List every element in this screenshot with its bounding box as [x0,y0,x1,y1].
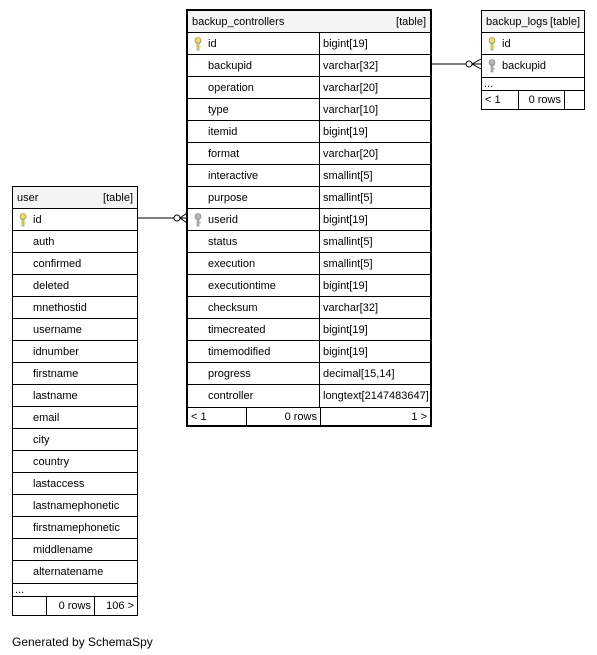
column-name-cell [188,33,319,54]
column-row[interactable] [482,55,584,77]
parents-count[interactable]: < 1 [485,94,501,106]
column-name: status [208,235,238,248]
children-count [564,91,584,109]
column-type: decimal[15,14] [319,363,430,384]
column-row[interactable] [13,231,137,253]
column-name-cell [188,363,319,384]
column-name-cell [13,407,137,428]
column-row[interactable] [188,231,430,253]
column-row[interactable] [188,121,430,143]
column-name: lastname [33,389,78,402]
row-count: 0 rows [518,91,564,109]
column-name-cell [13,319,137,340]
column-type: varchar[20] [319,143,430,164]
column-name: deleted [33,279,70,292]
column-row[interactable] [188,99,430,121]
column-name-cell [188,385,319,407]
column-name: id [208,37,217,50]
primary-key-icon [194,37,202,51]
parents-count[interactable]: < 1 [191,410,207,423]
column-name-cell [188,209,319,230]
primary-key-icon [488,37,496,51]
column-row[interactable] [188,77,430,99]
column-type: varchar[32] [319,55,430,76]
column-name: format [208,147,240,160]
column-name-cell [188,253,319,274]
column-row[interactable] [188,209,430,231]
column-row[interactable] [13,319,137,341]
column-name-cell [13,341,137,362]
column-type: bigint[19] [319,341,430,362]
column-name-cell [482,55,584,77]
column-row[interactable] [188,33,430,55]
column-row[interactable] [482,33,584,55]
column-row[interactable] [13,495,137,517]
column-name-cell [13,429,137,450]
column-name: backupid [502,60,547,72]
column-name: executiontime [208,279,276,292]
column-row[interactable] [13,451,137,473]
column-row[interactable] [188,319,430,341]
column-name: purpose [208,191,248,204]
parents-count [13,597,46,615]
column-name: city [33,433,50,446]
column-row[interactable] [188,297,430,319]
column-name-cell [13,253,137,274]
table-footer [482,91,584,109]
column-row[interactable] [188,55,430,77]
column-type: bigint[19] [319,33,430,54]
column-name-cell [188,341,319,362]
column-row[interactable] [13,539,137,561]
column-row[interactable] [13,561,137,583]
column-type: varchar[20] [319,77,430,98]
column-row[interactable] [13,297,137,319]
column-name: type [208,103,229,116]
column-name-cell [13,561,137,583]
column-name-cell [188,165,319,186]
table-backup-controllers[interactable] [186,9,432,427]
column-name: timemodified [208,345,271,358]
column-type: bigint[19] [319,275,430,296]
column-name: operation [208,81,254,94]
children-count[interactable]: 1 > [320,408,430,425]
column-name: alternatename [33,566,104,578]
column-row[interactable] [188,363,430,385]
column-type: smallint[5] [319,187,430,208]
table-footer [188,407,430,425]
column-list [188,33,430,407]
table-kind: [table] [396,15,426,28]
more-columns: ... [482,77,584,91]
column-type: smallint[5] [319,231,430,252]
column-name: auth [33,235,55,248]
column-name: interactive [208,169,259,182]
column-list [482,33,584,77]
column-row[interactable] [13,209,137,231]
column-name: itemid [208,125,238,138]
table-header [482,11,584,33]
column-row[interactable] [13,407,137,429]
column-name: username [33,323,82,336]
column-row[interactable] [13,275,137,297]
column-name-cell [13,539,137,560]
column-name-cell [13,451,137,472]
table-name: backup_controllers [192,15,285,28]
column-type: smallint[5] [319,253,430,274]
column-name-cell [188,187,319,208]
column-name-cell [188,275,319,296]
column-name-cell [13,473,137,494]
column-name: checksum [208,301,258,314]
column-type: smallint[5] [319,165,430,186]
column-name-cell [13,495,137,516]
table-kind: [table] [550,15,580,28]
children-count[interactable]: 106 > [94,597,137,615]
row-count: 0 rows [246,408,320,425]
column-name: idnumber [33,345,79,358]
foreign-key-icon [194,213,202,227]
column-row[interactable] [188,275,430,297]
row-count: 0 rows [46,597,94,615]
column-row[interactable] [13,341,137,363]
table-name: user [17,191,39,204]
column-row[interactable] [188,143,430,165]
column-name: lastaccess [33,477,85,490]
column-name: execution [208,257,256,270]
column-row[interactable] [188,253,430,275]
relationship-user-backup-controllers [137,213,187,223]
column-name-cell [13,231,137,252]
column-name: confirmed [33,257,82,270]
column-name-cell [188,99,319,120]
column-name-cell [188,143,319,164]
column-row[interactable] [13,429,137,451]
table-user[interactable] [12,186,138,616]
column-name: mnethostid [33,301,87,314]
column-row[interactable] [188,385,430,407]
column-name-cell [188,55,319,76]
table-footer [13,597,137,615]
table-kind: [table] [103,191,133,204]
column-name-cell [188,231,319,252]
column-row[interactable] [13,363,137,385]
foreign-key-icon [488,59,496,73]
generated-by-label: Generated by SchemaSpy [12,635,153,649]
column-type: bigint[19] [319,121,430,142]
column-row[interactable] [13,473,137,495]
column-name: firstnamephonetic [33,521,120,534]
column-row[interactable] [188,187,430,209]
table-name: backup_logs [486,15,548,28]
column-name-cell [13,517,137,538]
column-name-cell [188,297,319,318]
column-name: middlename [33,543,93,556]
column-name: progress [208,367,251,380]
column-name: email [33,411,60,424]
column-type: varchar[10] [319,99,430,120]
table-backup-logs[interactable] [481,10,585,110]
column-name: firstname [33,367,79,380]
column-name: timecreated [208,323,266,336]
column-type: bigint[19] [319,319,430,340]
column-row[interactable] [13,385,137,407]
column-row[interactable] [13,253,137,275]
column-list [13,209,137,583]
column-name: id [33,213,42,226]
column-name-cell [13,209,137,230]
relationship-backup-controllers-backup-logs [431,59,481,69]
column-type: longtext[2147483647] [319,385,430,407]
table-header [188,11,430,33]
column-name: controller [208,390,254,402]
column-row[interactable] [13,517,137,539]
column-row[interactable] [188,165,430,187]
column-name-cell [188,77,319,98]
column-type: varchar[32] [319,297,430,318]
column-name-cell [13,363,137,384]
column-name-cell [13,297,137,318]
column-name-cell [13,385,137,406]
primary-key-icon [19,213,27,227]
column-name: lastnamephonetic [33,499,120,512]
column-name-cell [13,275,137,296]
column-name: userid [208,213,238,226]
column-name-cell [188,319,319,340]
column-name: id [502,37,511,50]
column-name-cell [482,33,584,54]
more-columns: ... [13,583,137,597]
column-name: country [33,455,70,468]
table-header [13,187,137,209]
column-type: bigint[19] [319,209,430,230]
column-name: backupid [208,59,253,72]
column-name-cell [188,121,319,142]
column-row[interactable] [188,341,430,363]
